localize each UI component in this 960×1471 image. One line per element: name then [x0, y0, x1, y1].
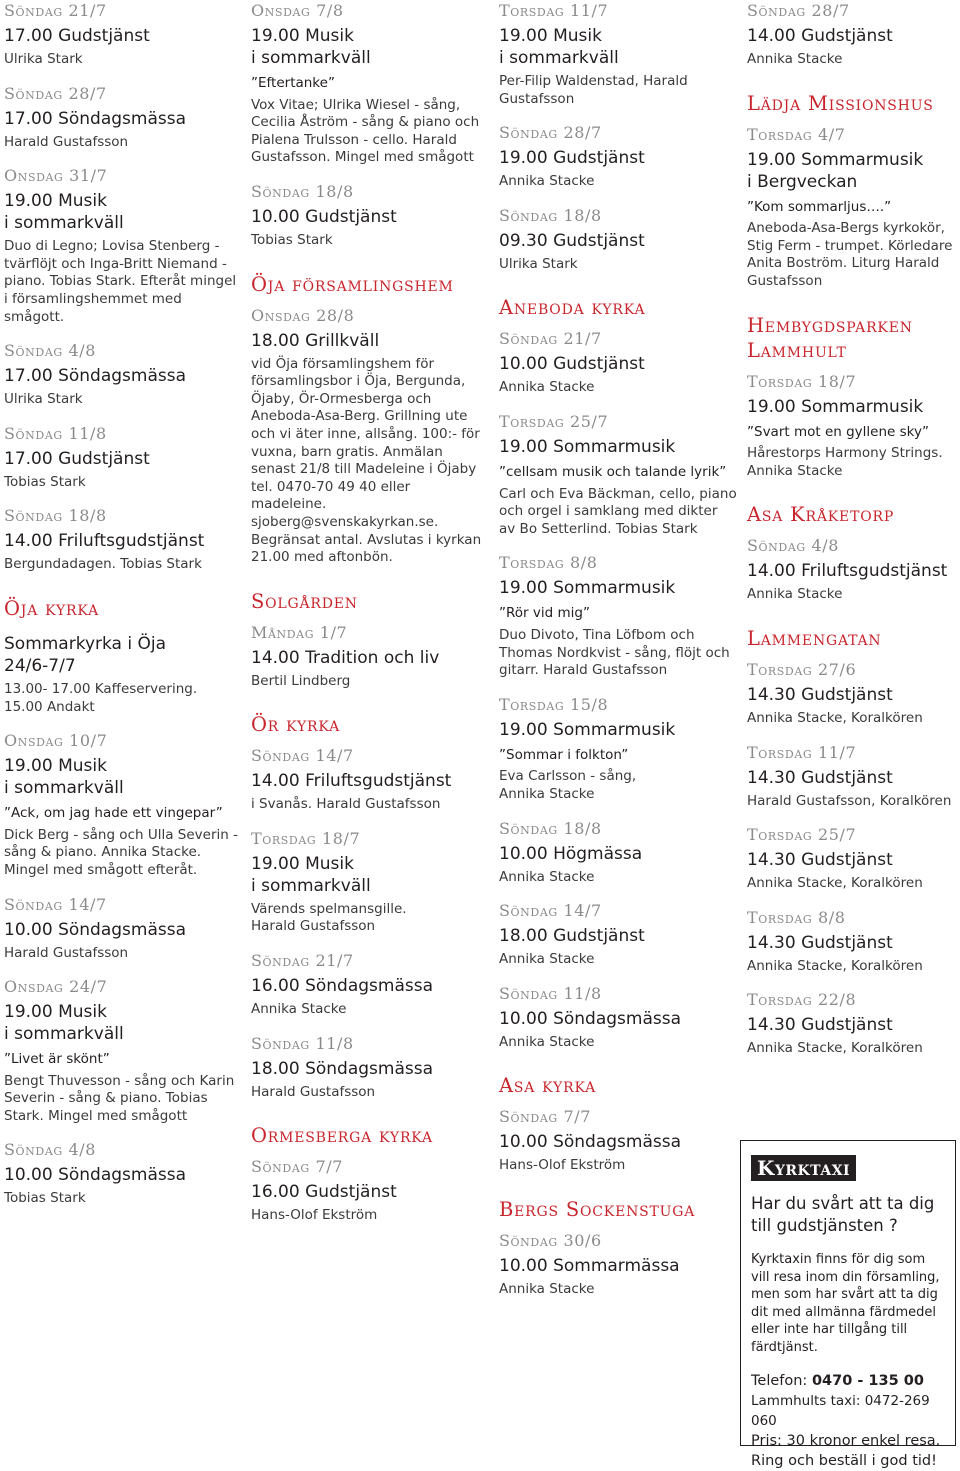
kyrktaxi-box	[740, 1140, 956, 1469]
event-day: Söndag 7/7	[251, 1157, 343, 1177]
lammhult-taxi: Lammhults taxi: 0472-269 060	[751, 1392, 930, 1429]
event-info: Annika Stacke	[747, 51, 843, 67]
event-title: 14.30 Gudstjänst	[747, 1015, 893, 1036]
event-title: 10.00 Sommarmässa	[499, 1255, 680, 1276]
event-day: Söndag 4/8	[4, 341, 96, 361]
event-title: 18.00 Söndagsmässa	[251, 1058, 434, 1079]
event-info: Annika Stacke	[499, 1280, 595, 1297]
event-day: Onsdag 24/7	[4, 977, 108, 997]
event-title: 14.00 Friluftsgudstjänst	[747, 561, 948, 582]
event-title: 17.00 Söndagsmässa	[4, 366, 187, 387]
event-day: Söndag 21/7	[499, 329, 602, 349]
event-info: Eva Carlsson - sång, Annika Stacke	[499, 768, 637, 802]
venue-heading: Hembygdsparken Lammhult	[747, 313, 913, 362]
event-day: Söndag 21/7	[4, 1, 107, 20]
event-day: Onsdag 31/7	[4, 166, 108, 186]
event-day: Söndag 14/7	[4, 894, 107, 914]
event-day: Torsdag 8/8	[499, 553, 598, 573]
kyrktaxi-phone: Telefon: 0470 - 135 00	[751, 1372, 924, 1389]
event-info: Annika Stacke, Koralkören	[747, 875, 923, 892]
event-info: Carl och Eva Bäckman, cello, piano och orgel i samklang med dikter av Bo Setterlind. Tobias Stark	[499, 485, 737, 537]
event-title: 19.00 Musik i sommarkväll	[251, 853, 371, 896]
event-title: 17.00 Söndagsmässa	[4, 108, 187, 129]
venue-heading: Asa kyrka	[499, 1074, 597, 1098]
event-day: Söndag 21/7	[251, 951, 354, 971]
event-day: Söndag 18/8	[251, 181, 354, 201]
event-title: 19.00 Sommarmusik	[747, 396, 924, 417]
event-info: Harald Gustafsson, Koralkören	[747, 792, 952, 809]
event-title: 10.00 Gudstjänst	[499, 354, 645, 375]
event-title: 18.00 Gudstjänst	[499, 926, 645, 947]
venue-heading: Asa Kråketorp	[747, 503, 895, 527]
event-info: Annika Stacke, Koralkören	[747, 1040, 923, 1057]
event-day: Söndag 7/7	[499, 1107, 591, 1127]
event-info: Tobias Stark	[251, 231, 333, 248]
event-day: Söndag 28/7	[747, 1, 850, 20]
event-info: Bertil Lindberg	[251, 672, 351, 689]
event-title: 10.00 Söndagsmässa	[499, 1132, 682, 1153]
event-title: 19.00 Sommarmusik	[499, 578, 676, 599]
event-info: Bergundadagen. Tobias Stark	[4, 556, 202, 573]
kyrktaxi-price: Pris: 30 kronor enkel resa.	[751, 1432, 941, 1449]
event-day: Söndag 11/8	[499, 983, 602, 1003]
event-title: 10.00 Gudstjänst	[251, 206, 397, 227]
event-day: Söndag 11/8	[251, 1033, 354, 1053]
event-title: 19.00 Sommarmusik i Bergveckan	[747, 149, 924, 192]
kyrktaxi-cta: Ring och beställ i god tid!	[751, 1452, 937, 1469]
event-info: Bengt Thuvesson - sång och Karin Severin - sång & piano. Tobias Stark. Mingel med smågott	[4, 1072, 235, 1124]
event-day: Måndag 1/7	[251, 622, 348, 642]
event-title: 16.00 Söndagsmässa	[251, 976, 434, 997]
event-info: Hans-Olof Ekström	[499, 1157, 626, 1174]
event-day: Onsdag 28/8	[251, 305, 355, 325]
venue-heading: Aneboda kyrka	[499, 296, 646, 320]
event-title: 10.00 Söndagsmässa	[4, 1165, 187, 1186]
event-day: Torsdag 11/7	[747, 742, 857, 762]
event-title: 10.00 Söndagsmässa	[499, 1008, 682, 1029]
kyrktaxi-contact	[751, 1371, 945, 1471]
event-day: Söndag 18/8	[4, 506, 107, 526]
event-info: Annika Stacke, Koralkören	[747, 709, 923, 726]
event-day: Torsdag 22/8	[747, 990, 857, 1010]
event-info: Annika Stacke	[251, 1001, 347, 1018]
event-quote: ”Svart mot en gyllene sky”	[747, 423, 929, 440]
event-info: Aneboda-Asa-Bergs kyrkokör, Stig Ferm - trumpet. Körledare Anita Boström. Liturg Harald Gustafsson	[747, 220, 953, 289]
event-quote: ”Ack, om jag hade ett vingepar”	[4, 805, 223, 822]
schedule-column-3	[499, 0, 737, 1298]
event-info: Annika Stacke, Koralkören	[747, 957, 923, 974]
summer-church-info: 13.00- 17.00 Kaffeservering. 15.00 Andakt	[4, 680, 198, 715]
event-info: Ulrika Stark	[4, 391, 83, 408]
venue-heading: Ormesberga kyrka	[251, 1124, 433, 1148]
event-day: Torsdag 25/7	[747, 825, 857, 845]
event-info: Harald Gustafsson	[4, 133, 129, 150]
event-day: Torsdag 18/7	[747, 371, 857, 391]
event-day: Söndag 30/6	[499, 1230, 602, 1250]
event-info: Hans-Olof Ekström	[251, 1207, 378, 1224]
event-title: 14.30 Gudstjänst	[747, 850, 893, 871]
event-info: i Svanås. Harald Gustafsson	[251, 796, 441, 813]
event-info: Vox Vitae; Ulrika Wiesel - sång, Cecilia Åström - sång & piano och Pialena Trulsson - cello. Harald Gustafsson. Mingel med smågott	[251, 96, 480, 166]
event-title: 14.30 Gudstjänst	[747, 932, 893, 953]
event-day: Torsdag 8/8	[747, 907, 846, 927]
kyrktaxi-title: Kyrktaxi	[751, 1155, 856, 1181]
event-day: Torsdag 11/7	[499, 1, 609, 20]
event-title: 19.00 Musik i sommarkväll	[4, 756, 124, 799]
event-info: Harald Gustafsson	[251, 1083, 376, 1100]
event-day: Söndag 4/8	[747, 536, 839, 556]
event-title: 14.00 Friluftsgudstjänst	[4, 531, 205, 552]
event-day: Onsdag 7/8	[251, 1, 344, 20]
event-info: Hårestorps Harmony Strings. Annika Stacke	[747, 445, 943, 479]
event-day: Söndag 28/7	[4, 83, 107, 103]
event-title: 16.00 Gudstjänst	[251, 1182, 397, 1203]
event-day: Torsdag 25/7	[499, 411, 609, 431]
event-info: Ulrika Stark	[4, 51, 83, 67]
event-title: 19.00 Musik i sommarkväll	[499, 26, 619, 68]
event-info: Tobias Stark	[4, 1190, 86, 1207]
event-day: Söndag 18/8	[499, 205, 602, 225]
event-info: Ulrika Stark	[499, 255, 578, 272]
event-day: Torsdag 27/6	[747, 659, 857, 679]
event-quote: ”Kom sommarljus….”	[747, 198, 892, 215]
event-quote: ”cellsam musik och talande lyrik”	[499, 463, 727, 480]
venue-heading: Lammengatan	[747, 626, 882, 650]
event-info: Duo Divoto, Tina Löfbom och Thomas Nordkvist - sång, flöjt och gitarr. Harald Gustafsson	[499, 626, 730, 679]
event-day: Söndag 18/8	[499, 818, 602, 838]
event-title: 14.00 Tradition och liv	[251, 647, 440, 668]
event-info: Duo di Legno; Lovisa Stenberg - tvärflöjt och Inga-Britt Niemand - piano. Tobias Stark. Efteråt mingel i församlingshemmet med smågott.	[4, 238, 237, 325]
event-info: Annika Stacke	[499, 1033, 595, 1050]
schedule-column-4	[747, 0, 960, 1058]
event-day: Söndag 28/7	[499, 123, 602, 143]
event-quote: ”Sommar i folkton”	[499, 746, 629, 763]
event-title: 18.00 Grillkväll	[251, 330, 380, 351]
event-day: Söndag 11/8	[4, 423, 107, 443]
event-info: Värends spelmansgille. Harald Gustafsson	[251, 900, 407, 935]
event-title: 09.30 Gudstjänst	[499, 230, 645, 251]
event-title: 14.00 Friluftsgudstjänst	[251, 771, 452, 792]
event-quote: ”Livet är skönt”	[4, 1051, 110, 1068]
event-quote: ”Rör vid mig”	[499, 605, 590, 622]
venue-heading: Bergs Sockenstuga	[499, 1197, 696, 1221]
kyrktaxi-question: Har du svårt att ta dig till gudstjänsten ?	[751, 1194, 935, 1235]
event-title: 10.00 Söndagsmässa	[4, 919, 187, 940]
event-quote: ”Eftertanke”	[251, 75, 335, 91]
event-day: Torsdag 4/7	[747, 124, 846, 144]
venue-heading: Solgården	[251, 589, 358, 613]
event-info: Per-Filip Waldenstad, Harald Gustafsson	[499, 73, 688, 107]
event-title: 14.30 Gudstjänst	[747, 684, 893, 705]
event-day: Onsdag 10/7	[4, 731, 108, 751]
event-day: Söndag 14/7	[499, 901, 602, 921]
venue-heading: Öja kyrka	[4, 596, 99, 620]
event-info: Annika Stacke	[499, 379, 595, 396]
event-info: Annika Stacke	[747, 586, 843, 603]
schedule-column-2	[251, 0, 489, 1225]
venue-heading: Lädja Missionshus	[747, 91, 934, 115]
event-title: 19.00 Gudstjänst	[499, 148, 645, 169]
event-title: 19.00 Musik i sommarkväll	[4, 1002, 124, 1045]
event-day: Söndag 14/7	[251, 746, 354, 766]
event-info: Dick Berg - sång och Ulla Severin - sång & piano. Annika Stacke. Mingel med smågott efteråt.	[4, 826, 238, 878]
event-title: 14.30 Gudstjänst	[747, 767, 893, 788]
venue-heading: Öja församlingshem	[251, 272, 454, 296]
event-title: 10.00 Högmässa	[499, 843, 643, 864]
event-title: 17.00 Gudstjänst	[4, 26, 150, 46]
event-info: Annika Stacke	[499, 951, 595, 968]
event-info: vid Öja församlingshem för församlingsbor i Öja, Bergunda, Öjaby, Ör-Ormesberga och Aneboda-Asa-Berg. Grillning ute och vi äter inne, allsång. 100:- för vuxna, barn gratis. Anmälan senast 21/8 till Madeleine i Öjaby tel. 0470-70 49 40 eller madeleine. sjoberg@svenskakyrkan.se. Begränsat antal. Avslutas i kyrkan 21.00 med aftonbön.	[251, 355, 482, 566]
event-title: 19.00 Musik i sommarkväll	[251, 26, 371, 68]
event-title: 17.00 Gudstjänst	[4, 448, 150, 469]
event-title: 19.00 Sommarmusik	[499, 719, 676, 740]
venue-heading: Ör kyrka	[251, 713, 340, 737]
event-day: Torsdag 18/7	[251, 828, 361, 848]
event-title: 19.00 Sommarmusik	[499, 436, 676, 457]
summer-church-title: Sommarkyrka i Öja 24/6-7/7	[4, 633, 167, 676]
schedule-column-1	[4, 0, 242, 1208]
event-info: Annika Stacke	[499, 868, 595, 885]
event-info: Harald Gustafsson	[4, 944, 129, 961]
kyrktaxi-text: Kyrktaxin finns för dig som vill resa inom din församling, men som har svårt att ta dig dit med allmänna färdmedel eller inte har tillgång till färdtjänst.	[751, 1252, 940, 1355]
event-info: Annika Stacke	[499, 173, 595, 190]
event-title: 19.00 Musik i sommarkväll	[4, 191, 124, 234]
event-day: Torsdag 15/8	[499, 694, 609, 714]
event-title: 14.00 Gudstjänst	[747, 26, 893, 46]
event-info: Tobias Stark	[4, 473, 86, 490]
event-day: Söndag 4/8	[4, 1140, 96, 1160]
